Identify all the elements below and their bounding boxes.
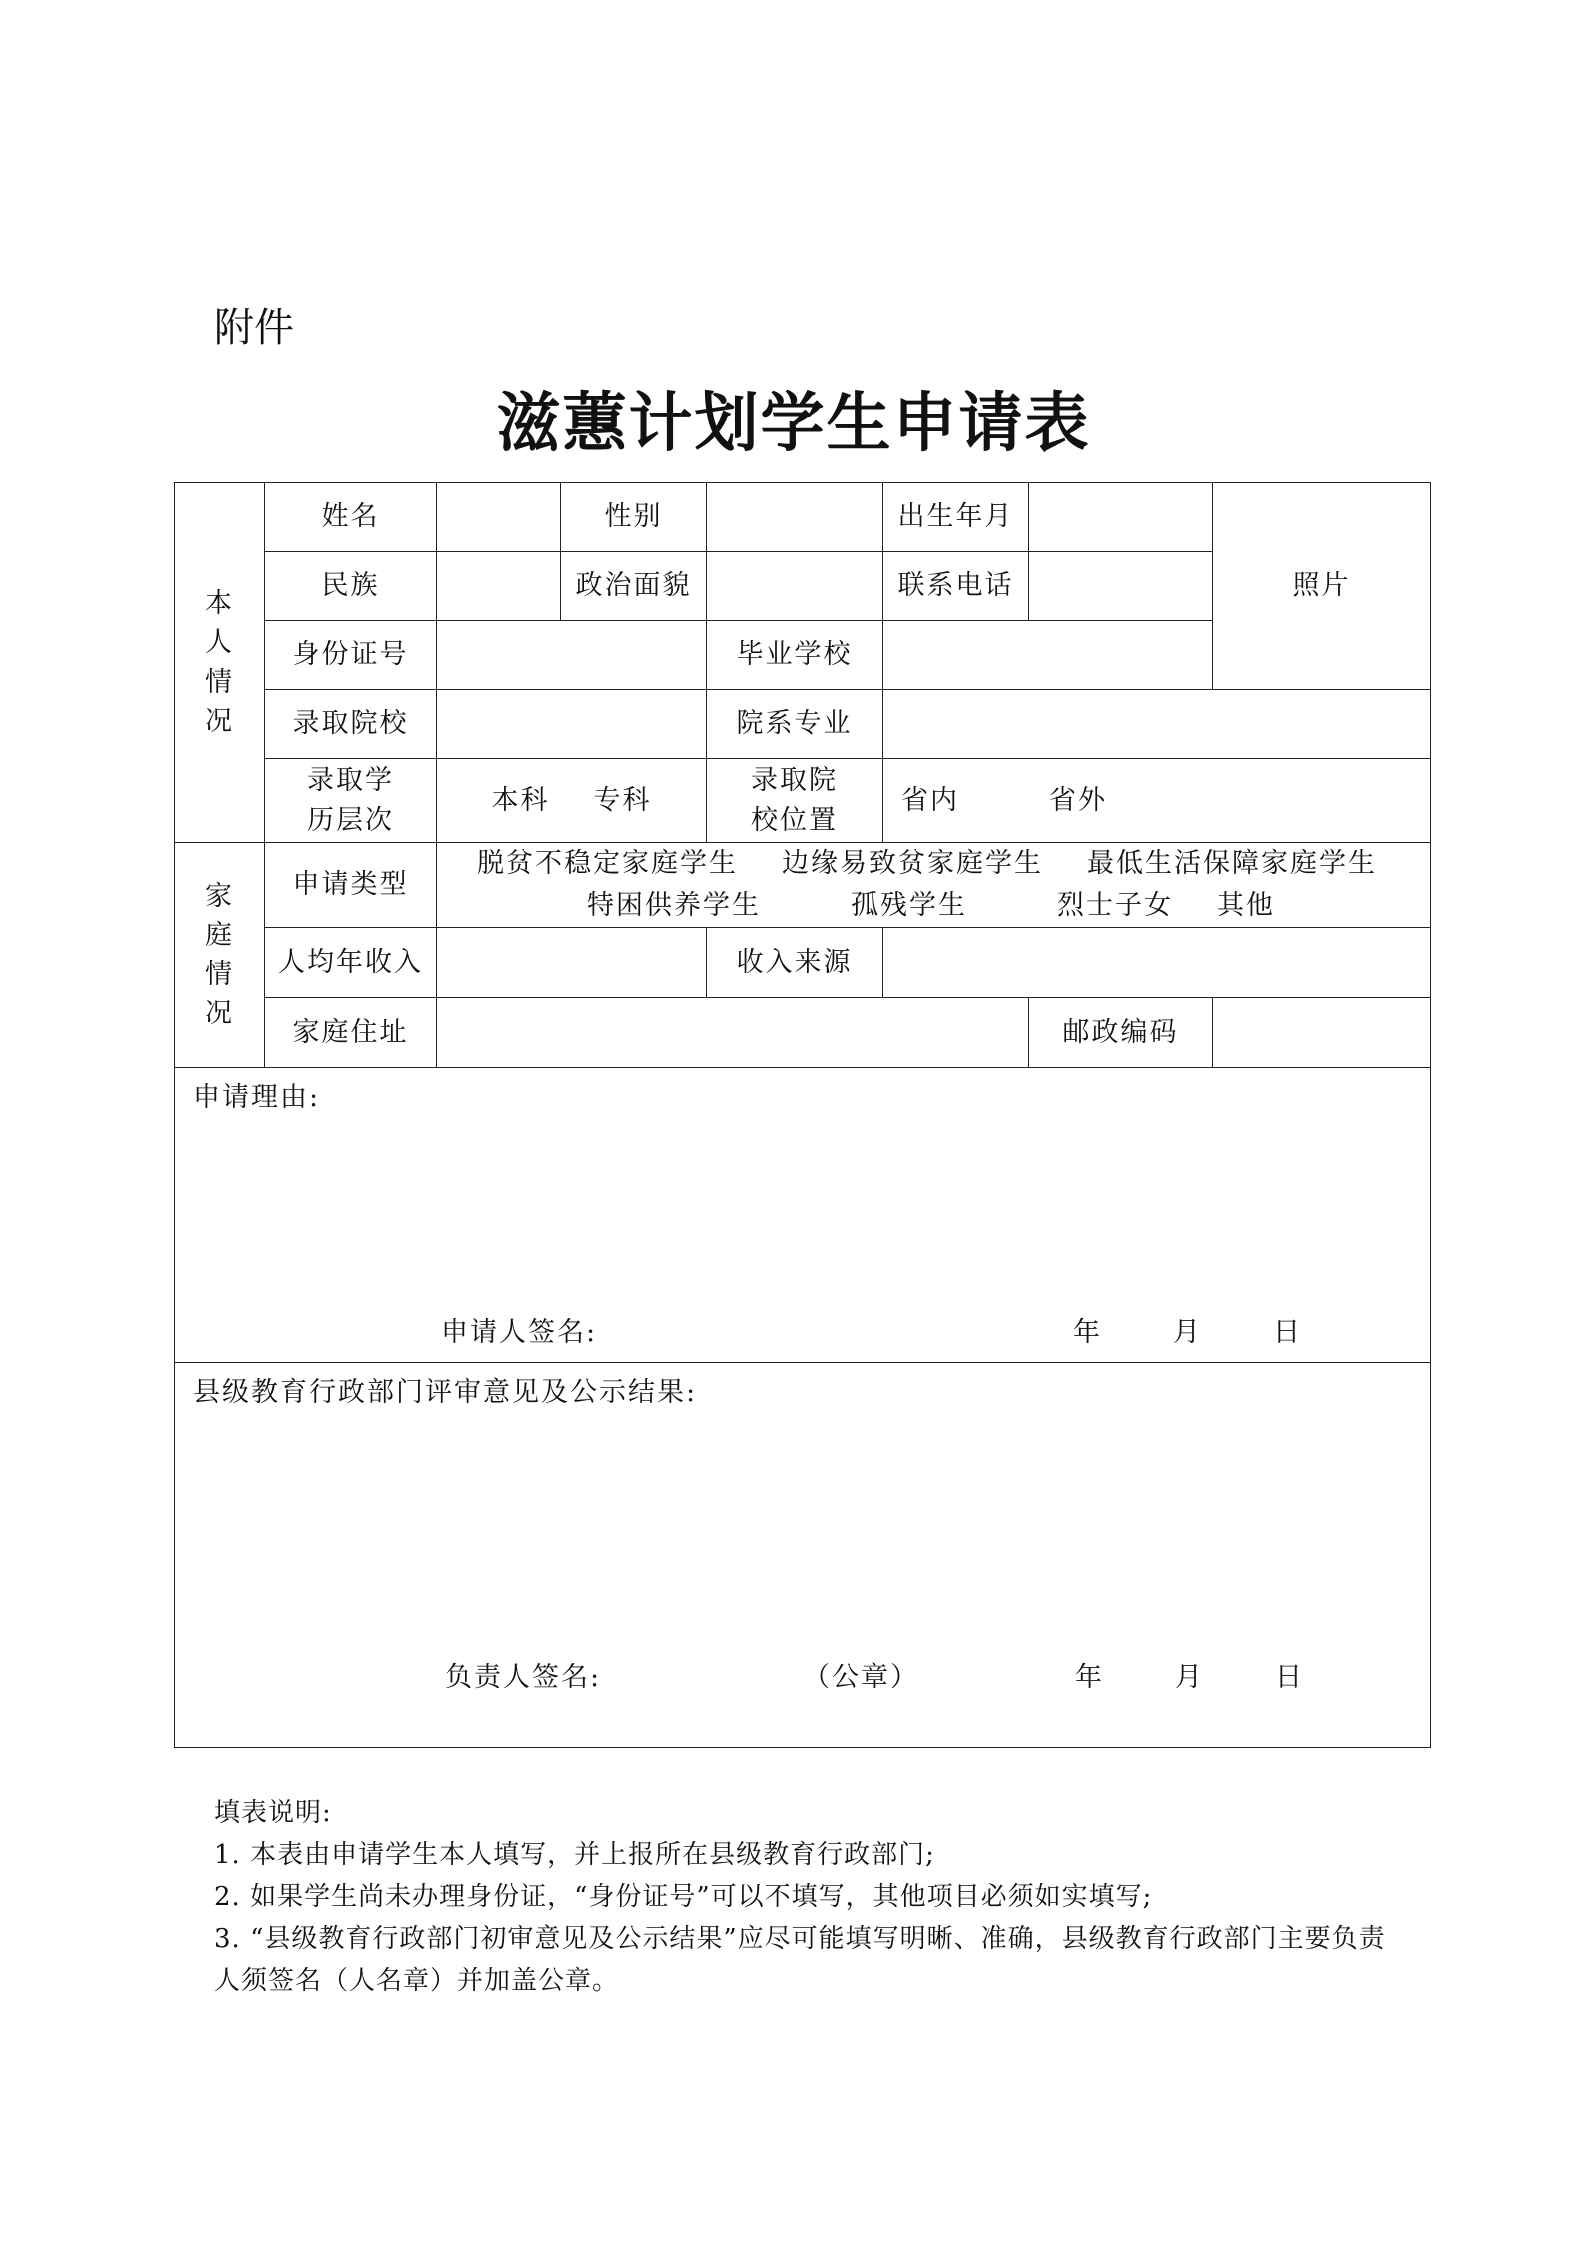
type-option-3[interactable]: 最低生活保障家庭学生 (1087, 848, 1377, 879)
type-option-5[interactable]: 孤残学生 (851, 890, 967, 921)
in-province-option[interactable]: 省内 (901, 784, 959, 816)
personal-section-label: 本人情况 (175, 483, 265, 843)
phone-field[interactable] (1029, 552, 1213, 621)
level-bachelor-option[interactable]: 本科 (491, 784, 550, 816)
gender-field[interactable] (707, 483, 883, 552)
name-label: 姓名 (265, 483, 437, 552)
admit-school-label: 录取院校 (265, 690, 437, 759)
review-box[interactable] (175, 1363, 1431, 1748)
id-label: 身份证号 (265, 621, 437, 690)
type-option-4[interactable]: 特困供养学生 (587, 890, 761, 921)
admit-location-options[interactable] (883, 759, 1431, 843)
grad-school-label: 毕业学校 (707, 621, 883, 690)
postcode-label: 邮政编码 (1029, 998, 1213, 1068)
admit-school-field[interactable] (437, 690, 707, 759)
admit-level-label: 录取学历层次 (265, 759, 437, 843)
birth-label: 出生年月 (883, 483, 1029, 552)
apply-type-options[interactable] (437, 843, 1431, 928)
application-form-table (174, 482, 1431, 1748)
officer-sign-label: 负责人签名: (445, 1661, 602, 1693)
reason-label: 申请理由: (193, 1082, 321, 1113)
date-month: 月 (1173, 1316, 1202, 1348)
phone-label: 联系电话 (883, 552, 1029, 621)
id-field[interactable] (437, 621, 707, 690)
type-option-2[interactable]: 边缘易致贫家庭学生 (782, 848, 1043, 879)
income-source-label: 收入来源 (707, 928, 883, 998)
review-date-month: 月 (1175, 1661, 1204, 1693)
admit-level-options[interactable] (437, 759, 707, 843)
notes-item-1: 1. 本表由申请学生本人填写，并上报所在县级教育行政部门; (214, 1840, 935, 1870)
review-date-day: 日 (1275, 1661, 1304, 1693)
income-source-field[interactable] (883, 928, 1431, 998)
type-option-6[interactable]: 烈士子女 (1057, 890, 1173, 921)
date-year: 年 (1073, 1316, 1102, 1348)
income-label: 人均年收入 (265, 928, 437, 998)
type-option-1[interactable]: 脱贫不稳定家庭学生 (477, 848, 738, 879)
political-label: 政治面貌 (561, 552, 707, 621)
ethnicity-label: 民族 (265, 552, 437, 621)
notes-heading: 填表说明: (214, 1798, 332, 1828)
grad-school-field[interactable] (883, 621, 1213, 690)
political-field[interactable] (707, 552, 883, 621)
notes-item-2: 2. 如果学生尚未办理身份证，“身份证号”可以不填写，其他项目必须如实填写; (214, 1882, 1153, 1912)
page-title: 滋蕙计划学生申请表 (496, 386, 1091, 461)
income-field[interactable] (437, 928, 707, 998)
notes-item-3: 3. “县级教育行政部门初审意见及公示结果”应尽可能填写明晰、准确，县级教育行政部门主要负责人须签名（人名章）并加盖公章。 (214, 1924, 1386, 1996)
dept-major-label: 院系专业 (707, 690, 883, 759)
official-seal-label: （公章） (803, 1661, 919, 1693)
birth-field[interactable] (1029, 483, 1213, 552)
photo-box[interactable]: 照片 (1213, 483, 1431, 690)
reason-box[interactable] (175, 1068, 1431, 1363)
dept-major-field[interactable] (883, 690, 1431, 759)
type-option-7[interactable]: 其他 (1217, 890, 1275, 921)
address-field[interactable] (437, 998, 1029, 1068)
out-province-option[interactable]: 省外 (1049, 784, 1107, 816)
address-label: 家庭住址 (265, 998, 437, 1068)
postcode-field[interactable] (1213, 998, 1431, 1068)
filling-instructions (214, 1792, 1394, 2002)
apply-type-label: 申请类型 (265, 843, 437, 928)
name-field[interactable] (437, 483, 561, 552)
admit-location-label: 录取院校位置 (707, 759, 883, 843)
ethnicity-field[interactable] (437, 552, 561, 621)
level-junior-option[interactable]: 专科 (593, 784, 652, 816)
review-label: 县级教育行政部门评审意见及公示结果: (193, 1377, 698, 1408)
gender-label: 性别 (561, 483, 707, 552)
review-date-year: 年 (1075, 1661, 1104, 1693)
family-section-label: 家庭情况 (175, 843, 265, 1068)
applicant-sign-label: 申请人签名: (441, 1316, 598, 1348)
date-day: 日 (1273, 1316, 1302, 1348)
attachment-label: 附件 (214, 305, 294, 351)
